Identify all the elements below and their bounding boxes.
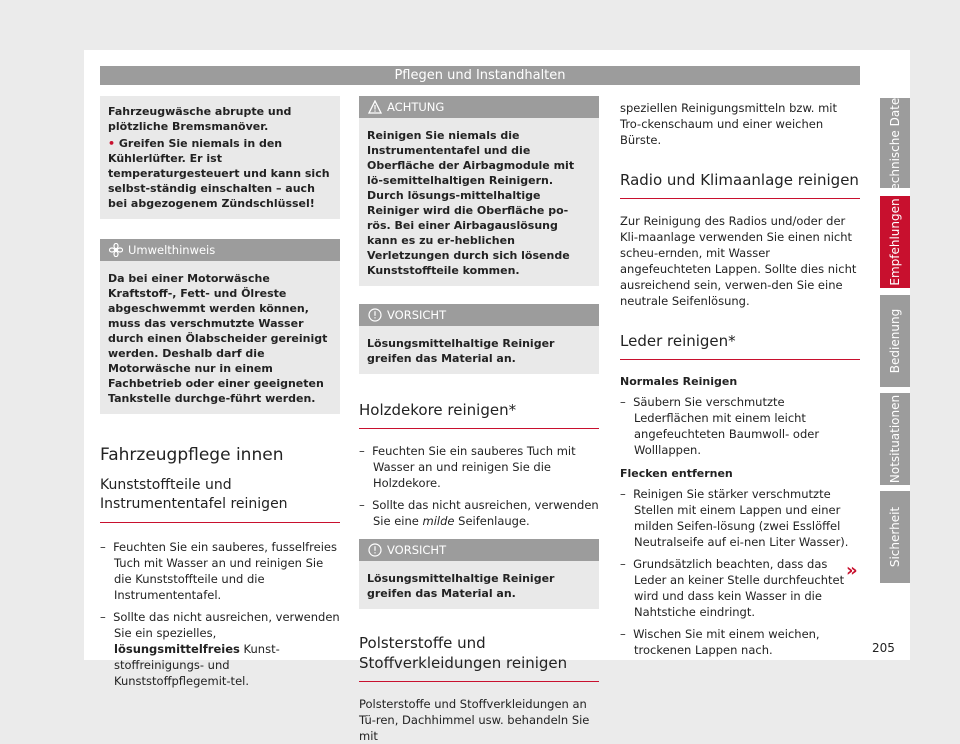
holz-section-title: Holzdekore reinigen* [359,400,599,429]
radio-section-title: Radio und Klimaanlage reinigen [620,170,860,199]
bullet-icon: • [108,137,116,150]
achtung-text: Reinigen Sie niemals die Instrumententafel und die Oberfläche der Airbagmodule mit lö-semittelhaltigen Reinigern. Durch lösungs-mittelhaltige Reiniger wird die Oberfläche po-rös. Bei einer Airbagauslösung kann es zu er-heblichen Verletzungen durch sich lösende Kunststoffteile kommen. [359,118,599,286]
continue-arrow-icon: » [846,560,858,581]
tab-empfehlungen[interactable]: Empfehlungen [880,196,910,288]
radio-text: Zur Reinigung des Radios und/oder der Kli-maanlage verwenden Sie einen nicht scheu-ernden, mit Wasser angefeuchteten Lappen. Sollte dies nicht ausreichend sein, verwen-den Sie eine neutrale Seifenlösung. [620,214,857,308]
flecken-heading: Flecken entfernen [620,467,733,480]
instruction-list [100,539,340,689]
vorsicht-title: VORSICHT [387,308,447,322]
section-title: Fahrzeugpflege innen [100,445,284,465]
vorsicht-header [359,539,599,561]
environment-note-text: Da bei einer Motorwäsche Kraftstoff-, Fett- und Ölreste abgeschwemmt werden können, muss das verschmutzte Wasser durch einen Ölabscheider gereinigt werden. Deshalb darf die Motorwäsche nur in einem Fachbetrieb oder einer geeigneten Tankstelle durchge-führt werden. [100,261,340,414]
vorsicht-title: VORSICHT [387,543,447,557]
flower-icon [109,243,123,257]
environment-note-title: Umwelthinweis [128,243,216,257]
list-item: – Feuchten Sie ein sauberes, fusselfreies Tuch mit Wasser an und reinigen Sie die Kunststoffteile und die Instrumententafel. [100,540,337,602]
list-item: – Reinigen Sie stärker verschmutzte Stellen mit einem Lappen und einer milden Seifen-lösung (zwei Esslöffel Neutralseife auf ei-nen Liter Wasser). [620,487,849,549]
subsection-title: Kunststoffteile und Instrumententafel reinigen [100,476,340,523]
column-3 [620,96,860,664]
continued-text: speziellen Reinigungsmitteln bzw. mit Tro-ckenschaum und einer weichen Bürste. [620,101,838,147]
achtung-header [359,96,599,118]
running-header: Pflegen und Instandhalten [100,66,860,85]
warning-bullet-text: Greifen Sie niemals in den Kühlerlüfter. Er ist temperaturgesteuert und kann sich selbst-ständig einschalten – auch bei abgezogenem Zündschlüssel! [108,137,330,210]
vorsicht-text: Lösungsmittelhaltige Reiniger greifen das Material an. [359,326,599,374]
list-item: – Grundsätzlich beachten, dass das Leder an keiner Stelle durchfeuchtet wird und dass kein Wasser in die Nahtstiche eindringt. [620,557,845,619]
warning-bullet-item [108,136,332,211]
holz-list [359,443,599,529]
vorsicht-text: Lösungsmittelhaltige Reiniger greifen das Material an. [359,561,599,609]
vorsicht-box-2 [359,539,599,609]
leder-section-title: Leder reinigen* [620,331,860,360]
environment-note [100,239,340,414]
tab-notsituationen[interactable]: Notsituationen [880,393,910,485]
polster-text: Polsterstoffe und Stoffverkleidungen an Tü-ren, Dachhimmel usw. behandeln Sie mit [359,697,590,743]
column-1 [100,96,340,695]
info-circle-icon [368,308,382,322]
environment-note-header [100,239,340,261]
vorsicht-box-1 [359,304,599,374]
info-circle-icon [368,543,382,557]
warning-text: Fahrzeugwäsche abrupte und plötzliche Bremsmanöver. [108,105,292,133]
vorsicht-header [359,304,599,326]
tab-bedienung[interactable]: Bedienung [880,295,910,387]
column-2 [359,96,599,744]
achtung-title: ACHTUNG [387,100,445,114]
list-item: – Säubern Sie verschmutzte Lederflächen mit einem leicht angefeuchteten Baumwoll- oder Wolllappen. [620,395,820,457]
list-item: – Wischen Sie mit einem weichen, trockenen Lappen nach. [620,627,820,657]
normal-heading: Normales Reinigen [620,375,738,388]
achtung-box [359,96,599,286]
warning-box-continued [100,96,340,219]
polster-section-title: Polsterstoffe und Stoffverkleidungen reinigen [359,633,599,682]
list-item: – Feuchten Sie ein sauberes Tuch mit Wasser an und reinigen Sie die Holzdekore. [359,444,576,490]
list-item: – Sollte das nicht ausreichen, verwenden Sie ein spezielles, lösungsmittelfreies Kunst-stoffreinigungs- und Kunststoffpflegemit-tel. [100,610,340,688]
tab-technische-daten[interactable]: Technische Daten [880,98,910,188]
list-item: – Sollte das nicht ausreichen, verwenden Sie eine milde Seifenlauge. [359,498,599,528]
tab-sicherheit[interactable]: Sicherheit [880,491,910,583]
warning-triangle-icon [368,100,382,114]
page-number: 205 [872,641,895,655]
